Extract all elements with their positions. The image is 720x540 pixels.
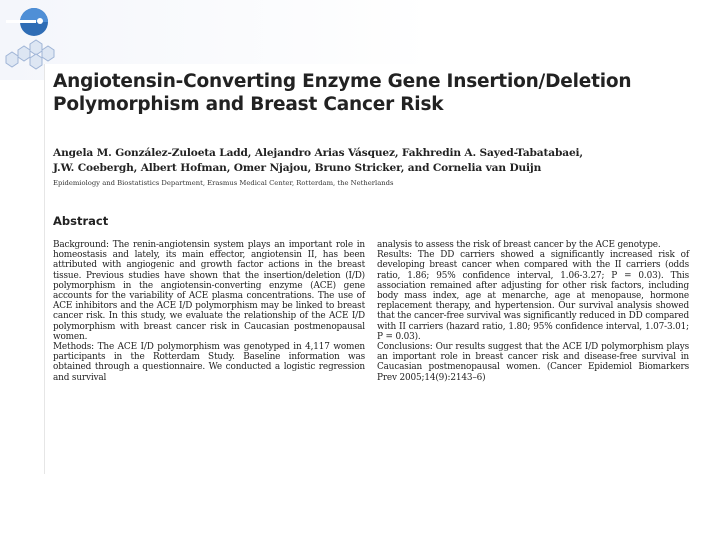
- author-line: Angela M. González-Zuloeta Ladd, Alejandro Arias Vásquez, Fakhredin A. Sayed-Tabatabaei,: [53, 147, 583, 159]
- title-line: Polymorphism and Breast Cancer Risk: [53, 94, 444, 115]
- abstract-paragraph: analysis to assess the risk of breast cancer by the ACE genotype.: [377, 240, 661, 250]
- abstract-paragraph: Results: The DD carriers showed a significantly increased risk of developing breast cancer when compared with the II carriers (odds ratio, 1.86; 95% confidence interval, 1.06-3.27; P = 0.03). This association remained after adjusting for other risk factors, including body mass index, age at menarche, age at menopause, hormone replacement therapy, and hypertension. Our survival analysis showed that the cancer-free survival was significantly reduced in DD compared with II carriers (hazard ratio, 1.80; 95% confidence interval, 1.07-3.01; P = 0.03).: [377, 250, 689, 342]
- abstract-left-column: [53, 240, 365, 383]
- paper-page: [44, 64, 691, 474]
- author-list: [53, 146, 683, 176]
- abstract-heading: Abstract: [53, 214, 109, 228]
- paper-title: [53, 70, 683, 116]
- abstract-paragraph: Background: The renin-angiotensin system plays an important role in homeostasis and lately, its main effector, angiotensin II, has been attributed with angiogenic and growth factor actions in the breast tissue. Previous studies have shown that the insertion/deletion (I/D) polymorphism in the angiotensin-converting enzyme (ACE) gene accounts for the variability of ACE plasma concentrations. The use of ACE inhibitors and the ACE I/D polymorphism may be linked to breast cancer risk. In this study, we evaluate the relationship of the ACE I/D polymorphism with breast cancer risk in Caucasian postmenopausal women.: [53, 240, 365, 342]
- abstract-paragraph: Conclusions: Our results suggest that the ACE I/D polymorphism plays an important role in breast cancer risk and disease-free survival in Caucasian postmenopausal women. (Cancer Epidemiol Biomarkers Prev 2005;14(9):2143–6): [377, 342, 689, 383]
- affiliation: Epidemiology and Biostatistics Department, Erasmus Medical Center, Rotterdam, the Netherlands: [53, 179, 394, 187]
- abstract-right-column: [377, 240, 689, 383]
- author-line: J.W. Coebergh, Albert Hofman, Omer Njajou, Bruno Stricker, and Cornelia van Duijn: [53, 162, 542, 174]
- abstract-paragraph: Methods: The ACE I/D polymorphism was genotyped in 4,117 women participants in the Rotterdam Study. Baseline information was obtained through a questionnaire. We conducted a logistic regression and survival: [53, 342, 365, 383]
- title-line: Angiotensin-Converting Enzyme Gene Insertion/Deletion: [53, 71, 632, 92]
